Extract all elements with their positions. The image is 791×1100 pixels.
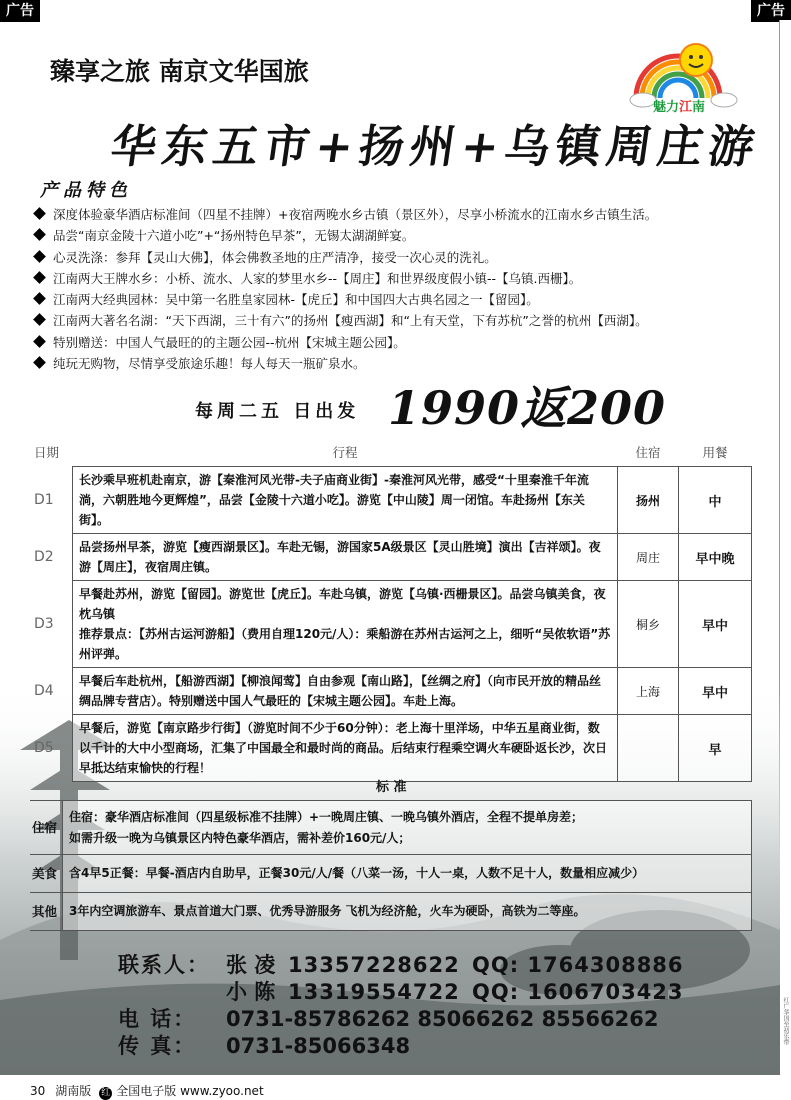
table-row	[30, 467, 752, 534]
day-label: D2	[34, 549, 54, 565]
diamond-bullet-icon	[33, 250, 46, 263]
diamond-bullet-icon	[33, 292, 46, 305]
site-url: 全国电子版 www.zyoo.net	[116, 1084, 264, 1098]
standards-line: 3年内空调旅游车、景点首道大门票、优秀导游服务 飞机为经济舱，火车为硬卧，高铁为二等座。	[69, 904, 586, 918]
fax-row	[118, 1033, 684, 1060]
diamond-bullet-icon	[33, 207, 46, 220]
standards-label: 住宿	[30, 801, 63, 855]
diamond-bullet-icon	[33, 228, 46, 241]
day-hotel: 桐乡	[618, 581, 679, 668]
standards-content	[63, 893, 752, 931]
price-offer: 1990返200	[388, 381, 667, 435]
day-meal: 早	[679, 715, 752, 782]
table-row	[30, 534, 752, 581]
contact-row	[118, 979, 684, 1006]
headline: 华东五市+扬州+乌镇周庄游	[107, 120, 764, 173]
tel-numbers: 0731-85786262 85066262 85566262	[226, 1007, 659, 1031]
contact-name: 小 陈	[226, 980, 276, 1004]
logo-text: 魅力江南	[653, 100, 706, 115]
col-meal: 用餐	[702, 445, 728, 460]
contact-phone: 13357228622	[288, 953, 460, 977]
departure-days: 每周二五 日出发	[195, 401, 360, 422]
day-desc: 长沙乘早班机赴南京，游【秦淮河风光带-夫子庙商业街】-秦淮河风光带，感受“十里秦淮千年流淌，六朝胜地今更辉煌”，品尝【金陵十六道小吃】。游览【中山陵】周一闭馆。车赴扬州【东关街】。	[73, 467, 618, 534]
brand-title: 臻享之旅 南京文华国旅	[50, 57, 309, 86]
standards-row	[30, 855, 752, 893]
page-number: 30	[30, 1084, 46, 1098]
feature-item: 特别赠送：中国人气最旺的的主题公园--杭州【宋城主题公园】。	[30, 332, 770, 353]
day-label: D3	[34, 616, 54, 632]
feature-item: 江南两大王牌水乡：小桥、流水、人家的梦里水乡--【周庄】和世界级度假小镇--【乌镇.西栅】。	[30, 268, 770, 289]
standards-row	[30, 801, 752, 855]
col-hotel: 住宿	[635, 445, 661, 460]
itinerary-table	[30, 438, 752, 782]
standards-line: 住宿：豪华酒店标准间（四星级标准不挂牌）+一晚周庄镇、一晚乌镇外酒店，全程不提单房差；	[69, 809, 584, 824]
standards-label: 美食	[30, 855, 63, 893]
day-hotel	[618, 715, 679, 782]
feature-item: 品尝“南京金陵十六道小吃”+“扬州特色早茶”，无锡太湖湖鲜宴。	[30, 225, 770, 246]
feature-item: 深度体验豪华酒店标准间（四星不挂牌）+夜宿两晚水乡古镇（景区外），尽享小桥流水的江南水乡古镇生活。	[30, 204, 770, 225]
tel-label: 电 话：	[118, 1007, 197, 1031]
footer	[30, 1082, 264, 1100]
diamond-bullet-icon	[33, 314, 46, 327]
day-meal: 早中	[679, 581, 752, 668]
standards-line: 如需升级一晚为乌镇景区内特色豪华酒店，需补差价160元/人；	[69, 830, 411, 845]
day-label: D1	[34, 492, 54, 508]
day-meal: 早中	[679, 668, 752, 715]
standards-content	[63, 855, 752, 893]
ad-label-left: 广告	[0, 0, 40, 22]
contact-label: 联系人：	[118, 953, 210, 977]
contact-row	[118, 952, 684, 979]
standards-table	[30, 800, 752, 931]
contact-block	[118, 952, 684, 1060]
diamond-bullet-icon	[33, 356, 46, 369]
fax-label: 传 真：	[118, 1034, 197, 1058]
feature-item: 纯玩无购物，尽情享受旅途乐趣！每人每天一瓶矿泉水。	[30, 353, 770, 374]
fax-number: 0731-85066348	[226, 1034, 411, 1058]
day-meal: 中	[679, 467, 752, 534]
day-label: D4	[34, 683, 54, 699]
tel-row	[118, 1006, 684, 1033]
contact-phone: 13319554722	[288, 980, 460, 1004]
standards-content	[63, 801, 752, 855]
day-desc: 品尝扬州早茶，游览【瘦西湖景区】。车赴无锡，游国家5A级景区【灵山胜境】演出【吉祥颂】。夜游【周庄】，夜宿周庄镇。	[73, 534, 618, 581]
contact-name: 张 凌	[226, 953, 276, 977]
col-itinerary: 行程	[332, 445, 358, 460]
feature-item: 江南两大经典园林：吴中第一名胜皇家园林-【虎丘】和中国四大古典名园之一【留园】。	[30, 289, 770, 310]
col-day: 日期	[34, 445, 60, 461]
table-row	[30, 715, 752, 782]
contact-qq: QQ: 1764308886	[472, 953, 684, 977]
day-desc-main: 早餐赴苏州，游览【留园】。游览世【虎丘】。车赴乌镇，游览【乌镇·西栅景区】。品尝乌镇美食，夜枕乌镇	[79, 587, 606, 621]
day-desc: 早餐后，游览【南京路步行街】（游览时间不少于60分钟）：老上海十里洋场，中华五星商业街，数以千计的大中小型商场，汇集了中国最全和最时尚的商品。后结束行程乘空调火车硬卧返长沙，次日早抵达结束愉快的行程！	[73, 715, 618, 782]
ad-label-right: 广告	[751, 0, 791, 22]
red-circle-icon: 红	[101, 1088, 111, 1098]
standards-line: 含4早5正餐：早餐-酒店内自助早，正餐30元/人/餐（八菜一汤，十人一桌，人数不足十人，数量相应减少）	[69, 866, 645, 880]
table-row	[30, 668, 752, 715]
day-meal: 早中晚	[679, 534, 752, 581]
day-hotel: 上海	[618, 668, 679, 715]
diamond-bullet-icon	[33, 271, 46, 284]
diamond-bullet-icon	[33, 335, 46, 348]
day-desc-recommend: 推荐景点：【苏州古运河游船】（费用自理120元/人）：乘船游在苏州古运河之上，细听“吴侬软语”苏州评弹。	[79, 627, 611, 661]
standards-title: 标 准	[376, 780, 407, 795]
side-strip	[779, 20, 791, 1075]
day-hotel: 扬州	[618, 467, 679, 534]
contact-qq: QQ: 1606703423	[472, 980, 684, 1004]
day-hotel: 周庄	[618, 534, 679, 581]
standards-row	[30, 893, 752, 931]
side-strip-text: 红广华国至初乐带	[782, 997, 789, 1045]
feature-item: 心灵洗涤：参拜【灵山大佛】，体会佛教圣地的庄严清净，接受一次心灵的洗礼。	[30, 247, 770, 268]
standards-label: 其他	[30, 893, 63, 931]
feature-item: 江南两大著名名湖：“天下西湖，三十有六”的扬州【瘦西湖】和“上有天堂，下有苏杭”之誉的杭州【西湖】。	[30, 310, 770, 331]
edition: 湖南版	[55, 1084, 92, 1098]
day-label: D5	[34, 740, 54, 756]
table-row	[30, 581, 752, 668]
features-title: 产品特色	[40, 180, 132, 201]
features-list	[30, 204, 770, 374]
day-desc	[73, 581, 618, 668]
day-desc: 早餐后车赴杭州，【船游西湖】【柳浪闻莺】自由参观【南山路】，【丝绸之府】（向市民开放的精品丝绸品牌专营店）。特别赠送中国人气最旺的【宋城主题公园】。车赴上海。	[73, 668, 618, 715]
